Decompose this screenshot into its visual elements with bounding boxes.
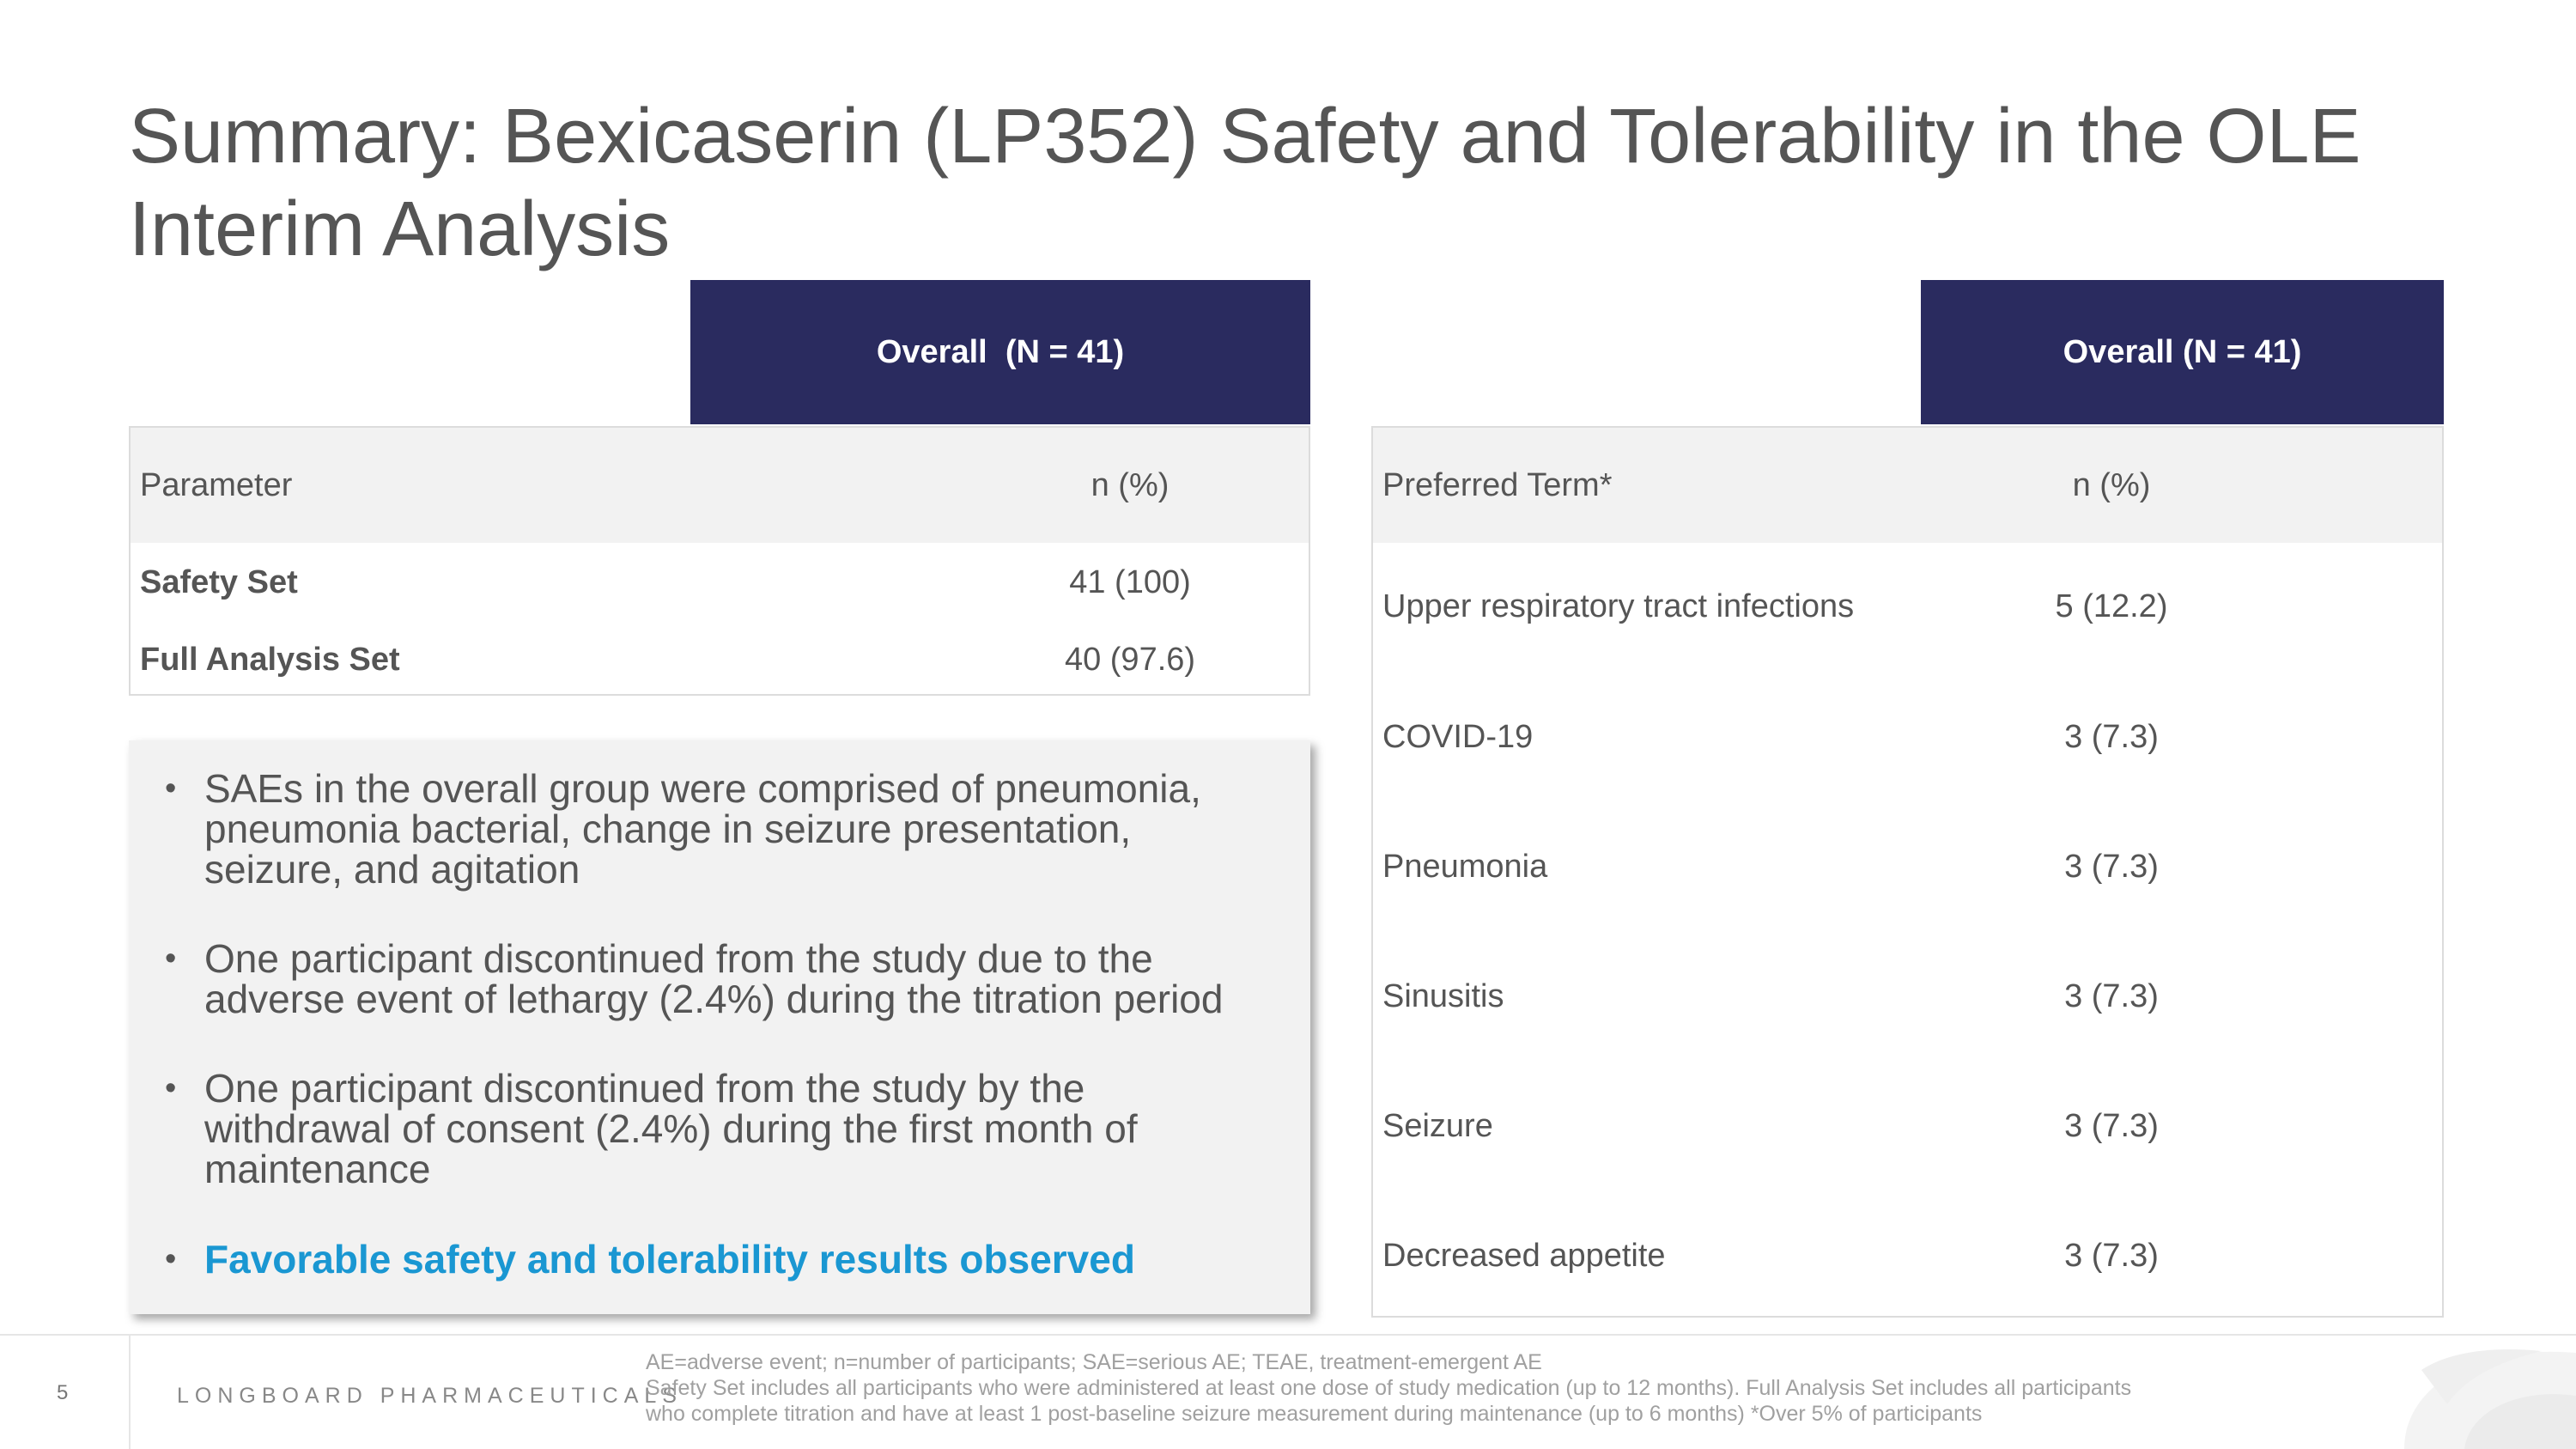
footnote-line-3: who complete titration and have at least 1 post-baseline seizure measurement during maintenance (up to 6 months) *Over 5% of participants [646,1402,1983,1426]
row-value: 3 (7.3) [2064,977,2159,1014]
right-header-label: Overall (N = 41) [2063,333,2302,370]
adverse-events-table [1371,426,2444,1318]
n-pct-col-header: n (%) [1091,466,1170,503]
row-value: 40 (97.6) [1064,641,1196,678]
bullet-line: withdrawal of consent (2.4%) during the first month of [204,1106,1138,1151]
table-row [1373,716,2442,758]
row-label: Decreased appetite [1382,1237,1666,1274]
key-findings-box [129,740,1310,1314]
row-value: 3 (7.3) [2064,1107,2159,1144]
title-line-2: Interim Analysis [129,186,671,272]
parameter-col-header: Parameter [140,466,293,503]
bullet-line: seizure, and agitation [204,847,580,892]
bullet-symbol: • [165,1070,177,1106]
row-label: COVID-19 [1382,718,1534,755]
table-header-row [131,428,1309,543]
page-number: 5 [57,1381,69,1404]
row-label: Pneumonia [1382,848,1548,885]
wave-logo-icon [2370,1336,2576,1449]
bullet-symbol: • [165,770,177,807]
parameter-table [129,426,1310,696]
bullet-line: adverse event of lethargy (2.4%) during the titration period [204,977,1224,1021]
table-row [1373,976,2442,1017]
row-value: 41 (100) [1069,563,1191,600]
bullet-line: maintenance [204,1147,431,1191]
bullet-line: SAEs in the overall group were comprised of pneumonia, [204,766,1201,811]
company-name: LONGBOARD PHARMACEUTICALS [177,1384,683,1408]
bullet-line: pneumonia bacterial, change in seizure presentation, [204,807,1132,851]
row-label: Full Analysis Set [140,641,400,678]
preferred-term-col-header: Preferred Term* [1382,466,1613,503]
row-label: Sinusitis [1382,977,1504,1014]
list-item [165,936,1295,1021]
row-value: 3 (7.3) [2064,718,2159,755]
footnote-line-1: AE=adverse event; n=number of participants; SAE=serious AE; TEAE, treatment-emergent AE [646,1350,1542,1374]
table-header-row [1373,428,2442,543]
bullet-line: One participant discontinued from the study due to the [204,936,1153,981]
table-row [1373,586,2442,627]
bullet-line: One participant discontinued from the study by the [204,1066,1085,1111]
left-table-header [690,280,1310,424]
row-label: Safety Set [140,563,298,600]
bullet-line: Favorable safety and tolerability results observed [204,1237,1135,1282]
table-row [131,562,1309,603]
row-value: 5 (12.2) [2055,588,2168,624]
footnote-line-2: Safety Set includes all participants who were administered at least one dose of study medication (up to 12 months). Full Analysis Set includes all participants [646,1376,2132,1400]
title-line-1: Summary: Bexicaserin (LP352) Safety and Tolerability in the OLE [129,94,2361,180]
slide-title [129,90,2516,276]
left-header-label: Overall (N = 41) [876,333,1125,370]
table-row [131,639,1309,680]
footer-divider [0,1334,2576,1336]
row-value: 3 (7.3) [2064,848,2159,885]
table-row [1373,1105,2442,1147]
row-value: 3 (7.3) [2064,1237,2159,1274]
list-item [165,766,1295,892]
list-item [165,1066,1295,1191]
table-row [1373,1235,2442,1276]
footer-vertical-divider [129,1336,131,1449]
bullet-symbol: • [165,1241,177,1277]
list-item-highlight [165,1237,1295,1282]
row-label: Seizure [1382,1107,1493,1144]
table-row [1373,846,2442,887]
right-table-header [1921,280,2444,424]
n-pct-col-header: n (%) [2072,466,2151,503]
bullet-symbol: • [165,941,177,977]
row-label: Upper respiratory tract infections [1382,588,1855,624]
